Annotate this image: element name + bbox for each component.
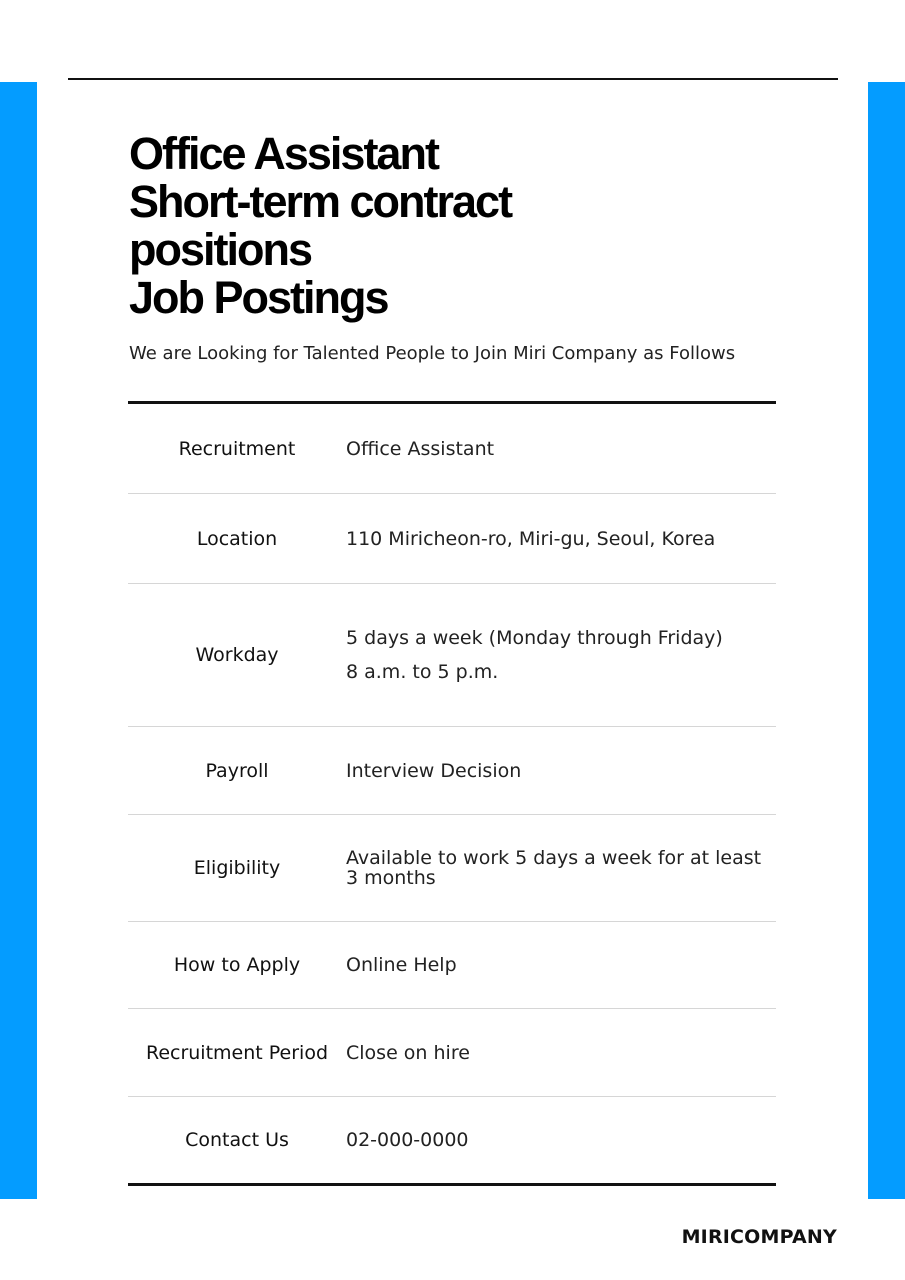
row-label: Payroll — [205, 759, 269, 782]
table-row-contact-us — [128, 1097, 776, 1183]
top-divider — [68, 78, 838, 80]
row-value — [346, 529, 776, 549]
row-value-line: 02-000-0000 — [346, 1129, 469, 1151]
row-value-line: Available to work 5 days a week for at least 3 months — [346, 847, 762, 889]
right-accent-bar — [868, 82, 905, 1199]
row-label: Recruitment — [178, 437, 296, 460]
table-row-workday — [128, 584, 776, 727]
job-info-table — [128, 401, 776, 1186]
table-row-eligibility — [128, 815, 776, 922]
row-value — [346, 848, 776, 888]
row-label: Recruitment Period — [145, 1041, 329, 1064]
page-subtitle: We are Looking for Talented People to Join Miri Company as Follows — [129, 343, 736, 364]
row-label: Contact Us — [185, 1129, 289, 1151]
row-value-line: Close on hire — [346, 1041, 470, 1064]
row-value-line: Online Help — [346, 954, 457, 976]
row-label: Workday — [195, 644, 279, 666]
row-label: Eligibility — [193, 857, 281, 879]
row-value — [346, 628, 776, 682]
row-value — [346, 955, 776, 975]
row-value-line: Interview Decision — [346, 759, 522, 782]
row-value-line: Office Assistant — [346, 437, 495, 460]
left-accent-bar — [0, 82, 37, 1199]
title-line-1: Office Assistant — [129, 128, 438, 179]
row-value-line: 5 days a week (Monday through Friday) — [346, 627, 723, 649]
row-value — [346, 1130, 776, 1150]
company-brand: MIRICOMPANY — [681, 1226, 837, 1248]
title-line-2: Short-term contract — [129, 176, 512, 227]
row-label: How to Apply — [173, 954, 301, 976]
title-line-4: Job Postings — [129, 272, 388, 323]
table-row-payroll — [128, 727, 776, 815]
row-value-line: 8 a.m. to 5 p.m. — [346, 661, 499, 683]
table-row-how-to-apply — [128, 922, 776, 1009]
table-row-recruitment — [128, 404, 776, 494]
row-value-line: 110 Miricheon-ro, Miri-gu, Seoul, Korea — [346, 527, 716, 550]
title-line-3: positions — [129, 224, 311, 275]
row-value — [346, 761, 776, 781]
table-row-recruitment-period — [128, 1009, 776, 1097]
row-label: Location — [196, 527, 278, 550]
table-row-location — [128, 494, 776, 584]
row-value — [346, 439, 776, 459]
page-title — [129, 130, 689, 322]
row-value — [346, 1043, 776, 1063]
